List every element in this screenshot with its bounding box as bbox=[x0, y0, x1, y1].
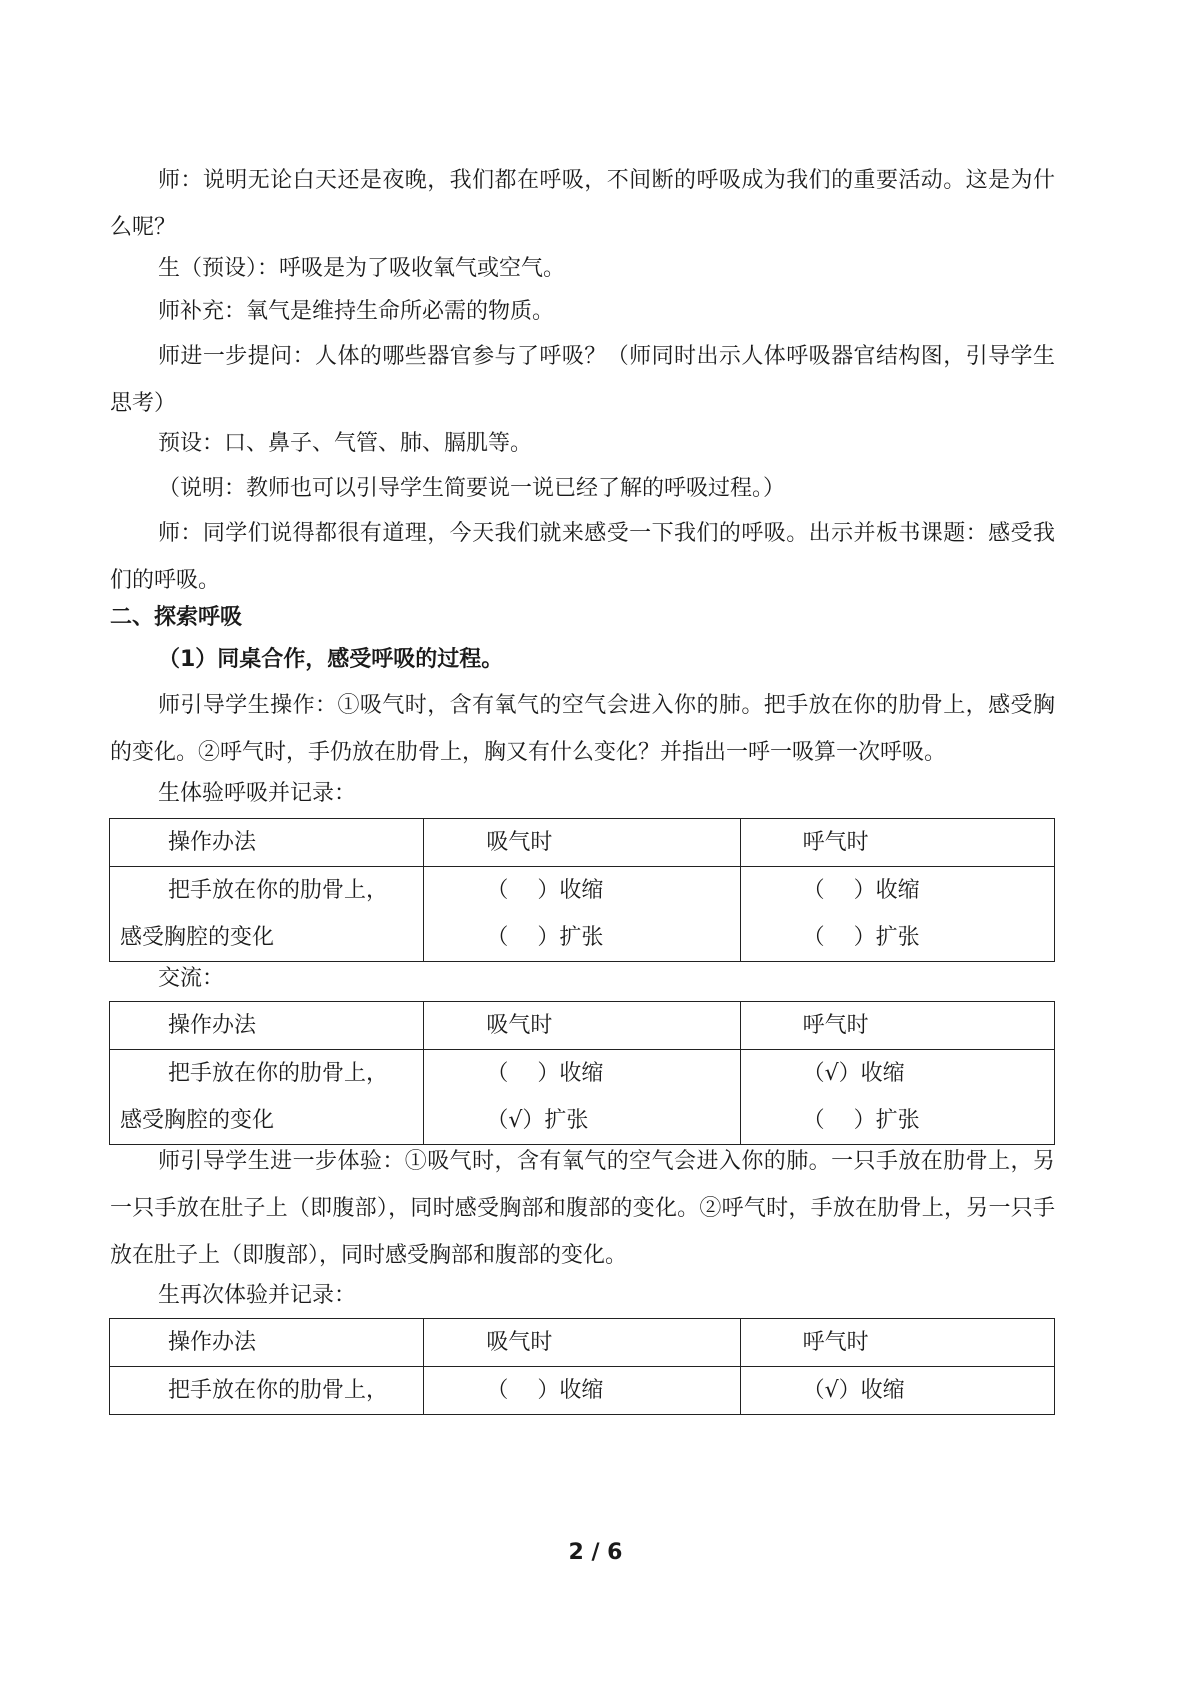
exhale-cell: （√）收缩 bbox=[740, 1367, 1054, 1415]
table-header-cell: 操作办法 bbox=[110, 1319, 424, 1367]
table-row bbox=[110, 1050, 1055, 1145]
paragraph: 生体验呼吸并记录： bbox=[158, 781, 357, 806]
table-header-cell: 吸气时 bbox=[424, 819, 740, 867]
inhale-cell: （ ）收缩 （ ）扩张 bbox=[424, 867, 740, 962]
inhale-cell: （ ）收缩 bbox=[424, 1367, 740, 1415]
paragraph: 师补充：氧气是维持生命所必需的物质。 bbox=[158, 299, 555, 324]
record-table-2 bbox=[109, 1001, 1055, 1145]
paragraph: 交流： bbox=[158, 966, 225, 991]
table-header-cell: 操作办法 bbox=[110, 1002, 424, 1050]
page-number: 2 / 6 bbox=[568, 1540, 623, 1565]
paragraph: 师引导学生进一步体验：①吸气时，含有氧气的空气会进入你的肺。一只手放在肋骨上，另一只手放在肚子上（即腹部），同时感受胸部和腹部的变化。②呼气时，手放在肋骨上，另一只手放在肚子上（即腹部），同时感受胸部和腹部的变化。 bbox=[110, 1149, 1055, 1268]
method-cell: 把手放在你的肋骨上， bbox=[110, 1367, 424, 1415]
table-header-cell: 操作办法 bbox=[110, 819, 424, 867]
section-heading: 二、探索呼吸 bbox=[110, 605, 243, 630]
table-row bbox=[110, 867, 1055, 962]
paragraph: 师：同学们说得都很有道理，今天我们就来感受一下我们的呼吸。出示并板书课题：感受我们的呼吸。 bbox=[110, 521, 1055, 593]
table-header-cell: 吸气时 bbox=[424, 1319, 740, 1367]
table-row bbox=[110, 1367, 1055, 1415]
table-header-row bbox=[110, 1002, 1055, 1050]
exhale-cell: （ ）收缩 （ ）扩张 bbox=[740, 867, 1054, 962]
table-header-row bbox=[110, 1319, 1055, 1367]
inhale-cell: （ ）收缩 （√）扩张 bbox=[424, 1050, 740, 1145]
paragraph: 师引导学生操作：①吸气时，含有氧气的空气会进入你的肺。把手放在你的肋骨上，感受胸的变化。②呼气时，手仍放在肋骨上，胸又有什么变化？并指出一呼一吸算一次呼吸。 bbox=[110, 693, 1055, 765]
paragraph: 预设：口、鼻子、气管、肺、膈肌等。 bbox=[158, 431, 533, 456]
record-table-3 bbox=[109, 1318, 1055, 1415]
record-table-1 bbox=[109, 818, 1055, 962]
table-header-cell: 呼气时 bbox=[740, 1319, 1054, 1367]
exhale-cell: （√）收缩 （ ）扩张 bbox=[740, 1050, 1054, 1145]
method-cell: 把手放在你的肋骨上， 感受胸腔的变化 bbox=[110, 1050, 424, 1145]
table-header-cell: 吸气时 bbox=[424, 1002, 740, 1050]
method-cell: 把手放在你的肋骨上， 感受胸腔的变化 bbox=[110, 867, 424, 962]
table-header-row bbox=[110, 819, 1055, 867]
table-header-cell: 呼气时 bbox=[740, 819, 1054, 867]
paragraph: 生（预设）：呼吸是为了吸收氧气或空气。 bbox=[158, 256, 566, 281]
paragraph: 师进一步提问：人体的哪些器官参与了呼吸？（师同时出示人体呼吸器官结构图，引导学生思考） bbox=[110, 344, 1055, 416]
paragraph: 师：说明无论白天还是夜晚，我们都在呼吸，不间断的呼吸成为我们的重要活动。这是为什么呢？ bbox=[110, 168, 1055, 240]
paragraph: （说明：教师也可以引导学生简要说一说已经了解的呼吸过程。） bbox=[158, 476, 786, 501]
subsection-heading: （1）同桌合作，感受呼吸的过程。 bbox=[158, 647, 504, 672]
paragraph: 生再次体验并记录： bbox=[158, 1283, 357, 1308]
table-header-cell: 呼气时 bbox=[740, 1002, 1054, 1050]
